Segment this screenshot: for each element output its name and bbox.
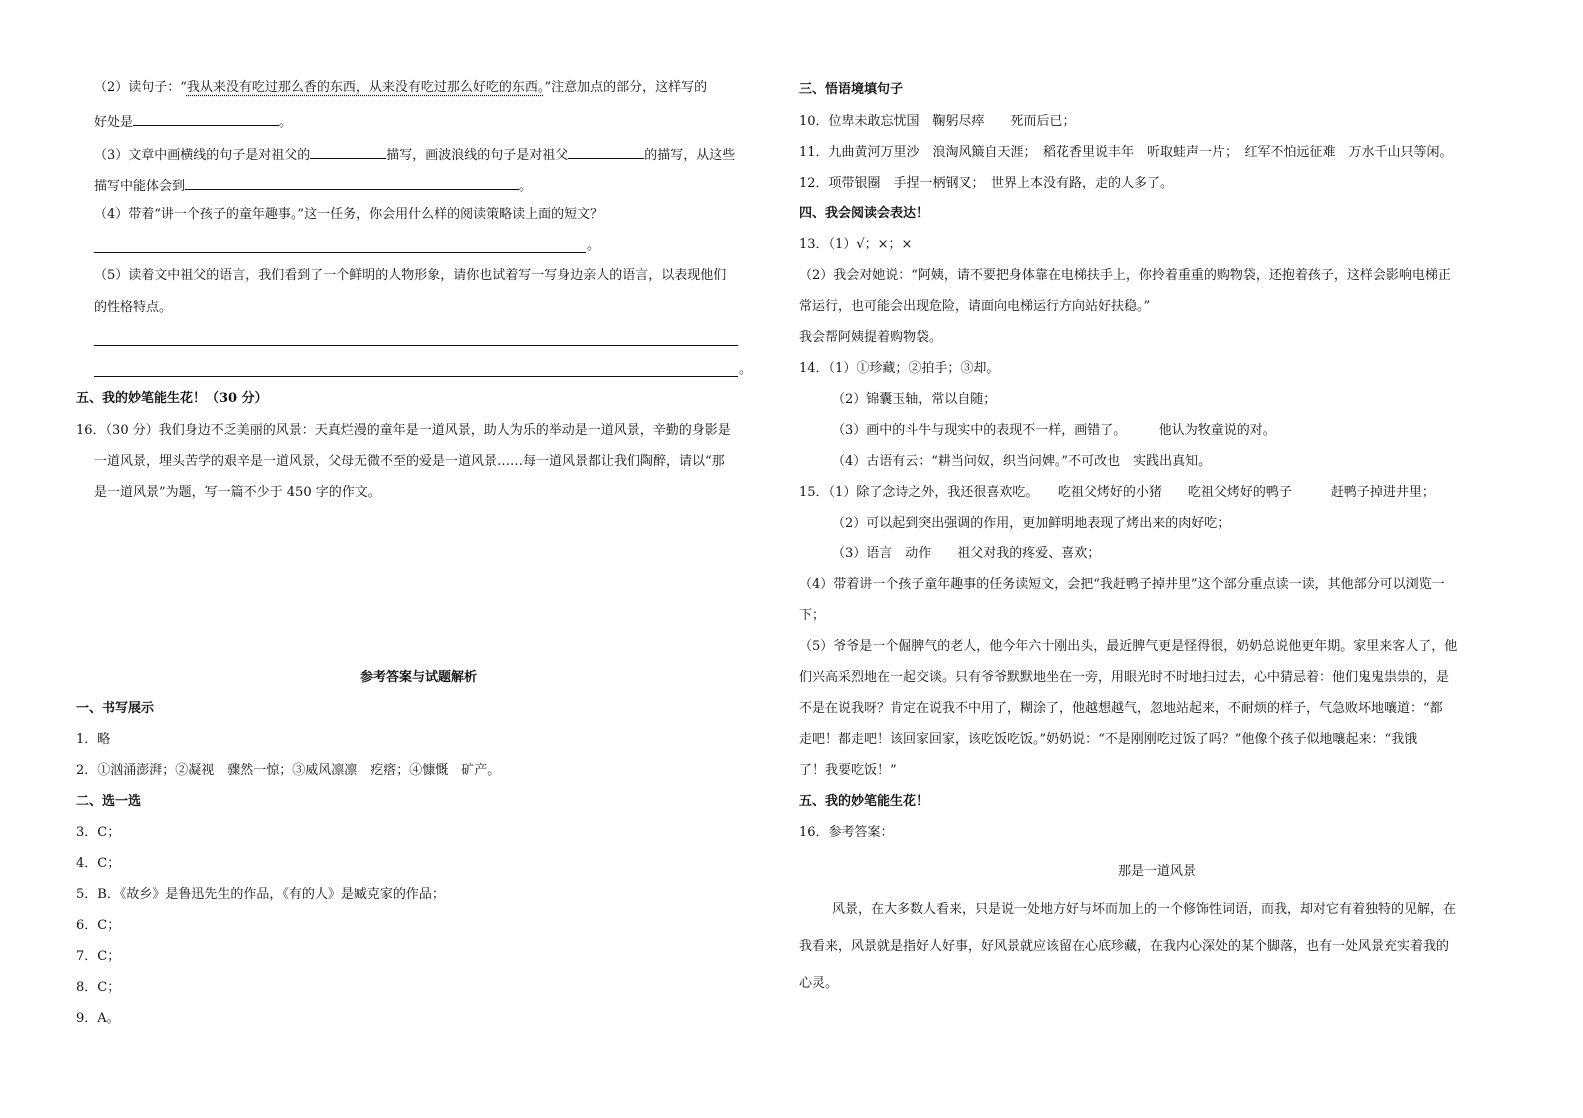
answer-14-4: （4）古语有云：“耕当问奴，织当问婢。”不可改也 实践出真知。 [832, 454, 1212, 469]
q3-line2: 描写中能体会到 。 [94, 176, 532, 195]
answer-15-4a: （4）带着讲一个孩子童年趣事的任务读短文，会把“我赶鸭子掉井里”这个部分重点读一读，其他部分可以浏览一 [799, 577, 1445, 592]
answer-16: 16．参考答案： [799, 825, 894, 840]
q2-dotted-quote: 我从来没有吃过那么香的东西，从来没有吃过那么好吃的东西。 [186, 80, 545, 95]
q16-line1: 16．（30 分）我们身边不乏美丽的风景：天真烂漫的童年是一道风景，助人为乐的举动是一道风景，辛勤的身影是 [76, 423, 731, 438]
answer-line[interactable] [94, 252, 586, 253]
answer-blank[interactable] [568, 145, 644, 159]
answer-3: 3．C； [76, 825, 121, 840]
answer-13-2a: （2）我会对她说：“阿姨，请不要把身体靠在电梯扶手上，你拎着重重的购物袋，还抱着孩子，这样会影响电梯正 [799, 268, 1451, 283]
answer-15-5d: 走吧！都走吧！该回家回家，该吃饭吃饭。”奶奶说：“不是刚刚吃过饭了吗？”他像个孩子似地嚷起来：“我饿 [799, 732, 1418, 747]
answer-blank[interactable] [185, 176, 519, 190]
q5-line1: （5）读着文中祖父的语言，我们看到了一个鲜明的人物形象，请你也试着写一写身边亲人的语言，以表现他们 [94, 268, 727, 283]
answer-13-3: 我会帮阿姨提着购物袋。 [799, 330, 943, 345]
answer-15-5b: 们兴高采烈地在一起交谈。只有爷爷默默地坐在一旁，用眼光时不时地扫过去，心中猜忌着：他们鬼鬼祟祟的，是 [799, 670, 1450, 685]
answer-15-5a: （5）爷爷是一个倔脾气的老人，他今年六十刚出头，最近脾气更是怪得很，奶奶总说他更年期。家里来客人了，他 [799, 639, 1458, 654]
q3-line1: （3）文章中画横线的句子是对祖父的 描写，画波浪线的句子是对祖父 的描写，从这些 [94, 145, 735, 164]
essay-line-3: 心灵。 [799, 976, 839, 991]
answer-section-1: 一、书写展示 [76, 701, 155, 716]
answer-14-3: （3）画中的斗牛与现实中的表现不一样，画错了。 他认为牧童说的对。 [832, 423, 1276, 438]
section-5-answer-title: 五、我的妙笔能生花！ [799, 794, 930, 809]
answer-13-2b: 常运行，也可能会出现危险，请面向电梯运行方向站好扶稳。” [799, 299, 1151, 314]
answer-15-5c: 不是在说我呀？肯定在说我不中用了，糊涂了，他越想越气，忽地站起来，不耐烦的样子，气急败坏地嚷道：“都 [799, 701, 1443, 716]
q16-line3: 是一道风景”为题，写一篇不少于 450 字的作文。 [94, 485, 381, 500]
answer-2: 2．①汹涌澎湃；②凝视 骤然一惊；③威风凛凛 疙瘩；④慷慨 矿产。 [76, 763, 501, 778]
answer-line[interactable] [94, 376, 738, 377]
answer-9: 9．A。 [76, 1011, 120, 1026]
q4-line1: （4）带着“讲一个孩子的童年趣事。”这一任务，你会用什么样的阅读策略读上面的短文？ [94, 207, 604, 222]
answer-blank[interactable] [310, 145, 386, 159]
q2-line2: 好处是 。 [94, 112, 292, 131]
section-5-title: 五、我的妙笔能生花！（30 分） [76, 391, 268, 406]
answer-blank[interactable] [133, 112, 279, 126]
essay-line-1: 风景，在大多数人看来，只是说一处地方好与坏而加上的一个修饰性词语，而我，却对它有着独特的见解，在 [832, 902, 1457, 917]
answer-15-1: 15．（1）除了念诗之外，我还很喜欢吃。 吃祖父烤好的小猪 吃祖父烤好的鸭子 赶鸭子掉进井里； [799, 485, 1435, 500]
answer-1: 1．略 [76, 732, 111, 747]
answer-15-4b: 下； [799, 608, 826, 623]
answer-14-1: 14．（1）①珍藏；②拍手；③却。 [799, 361, 1000, 376]
answer-line[interactable] [94, 345, 738, 346]
answers-title: 参考答案与试题解析 [360, 670, 478, 685]
essay-title: 那是一道风景 [1118, 864, 1197, 879]
section-4-title: 四、我会阅读会表达！ [799, 206, 930, 221]
q16-line2: 一道风景，埋头苦学的艰辛是一道风景，父母无微不至的爱是一道风景……每一道风景都让我们陶醉，请以“那 [94, 454, 725, 469]
answer-12: 12．项带银圈 手捏一柄钢叉； 世界上本没有路，走的人多了。 [799, 176, 1174, 191]
answer-15-2: （2）可以起到突出强调的作用，更加鲜明地表现了烤出来的肉好吃； [832, 516, 1231, 531]
q4-end: 。 [587, 238, 601, 253]
answer-6: 6．C； [76, 918, 121, 933]
q5-line2: 的性格特点。 [94, 300, 173, 315]
answer-13-1: 13．（1）√；×；× [799, 237, 913, 252]
answer-10: 10．位卑未敢忘忧国 鞠躬尽瘁 死而后已； [799, 114, 1076, 129]
answer-15-3: （3）语言 动作 祖父对我的疼爱、喜欢； [832, 546, 1101, 561]
answer-14-2: （2）锦囊玉轴，常以自随； [832, 392, 997, 407]
answer-11: 11．九曲黄河万里沙 浪淘风簸自天涯； 稻花香里说丰年 听取蛙声一片； 红军不怕远征难 万水千山只等闲。 [799, 145, 1453, 160]
answer-section-2: 二、选一选 [76, 794, 142, 809]
answer-8: 8．C； [76, 980, 121, 995]
essay-line-2: 我看来，风景就是指好人好事，好风景就应该留在心底珍藏，在我内心深处的某个脚落，也有一处风景充实着我的 [799, 939, 1450, 954]
q5-end: 。 [739, 362, 753, 377]
answer-7: 7．C； [76, 949, 121, 964]
section-3-title: 三、悟语境填句子 [799, 82, 904, 97]
answer-15-5e: 了！我要吃饭！” [799, 763, 897, 778]
answer-4: 4．C； [76, 856, 121, 871]
q2-line1: （2）读句子：“我从来没有吃过那么香的东西，从来没有吃过那么好吃的东西。”注意加点的部分，这样写的 [94, 80, 708, 95]
answer-5: 5．B．《故乡》是鲁迅先生的作品，《有的人》是臧克家的作品； [76, 887, 445, 902]
